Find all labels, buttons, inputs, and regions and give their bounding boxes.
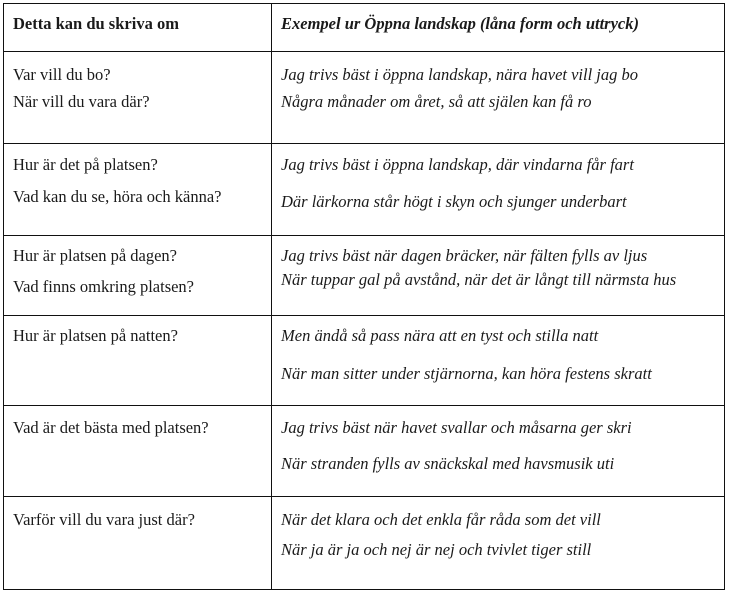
- question-text: När vill du vara där?: [13, 92, 150, 111]
- example-line: När det klara och det enkla får råda som det vill: [281, 510, 601, 529]
- question-text: Hur är platsen på natten?: [13, 326, 178, 345]
- table-row: [4, 144, 724, 236]
- example-cell: [272, 144, 724, 235]
- table-row: [4, 316, 724, 406]
- example-line: När stranden fylls av snäckskal med havsmusik uti: [281, 454, 615, 473]
- question-text: Vad är det bästa med platsen?: [13, 418, 209, 437]
- example-line: Jag trivs bäst i öppna landskap, där vindarna får fart: [281, 155, 634, 174]
- writing-prompts-table: [3, 3, 725, 590]
- example-cell: [272, 316, 724, 405]
- table-row: [4, 406, 724, 497]
- example-line: När ja är ja och nej är nej och tvivlet tiger still: [281, 540, 592, 559]
- question-text: Varför vill du vara just där?: [13, 510, 195, 529]
- header-cell-examples: [272, 4, 724, 51]
- question-cell: [4, 316, 271, 405]
- question-text: Vad kan du se, höra och känna?: [13, 187, 222, 206]
- example-line: Jag trivs bäst när havet svallar och måsarna ger skri: [281, 418, 632, 437]
- header-examples-label: Exempel ur Öppna landskap (låna form och uttryck): [281, 14, 639, 33]
- header-topics-label: Detta kan du skriva om: [13, 14, 179, 33]
- question-cell: [4, 144, 271, 235]
- question-text: Hur är det på platsen?: [13, 155, 158, 174]
- question-text: Vad finns omkring platsen?: [13, 277, 195, 296]
- table-header-row: [4, 4, 724, 52]
- question-cell: [4, 236, 271, 315]
- question-cell: [4, 497, 271, 589]
- example-line: Men ändå så pass nära att en tyst och stilla natt: [281, 326, 599, 345]
- question-cell: [4, 406, 271, 496]
- example-cell: [272, 497, 724, 589]
- example-line: Där lärkorna står högt i skyn och sjunger underbart: [281, 192, 627, 211]
- example-line: Jag trivs bäst när dagen bräcker, när fälten fylls av ljus: [281, 246, 648, 265]
- question-cell: [4, 52, 271, 143]
- table-row: [4, 497, 724, 589]
- question-text: Hur är platsen på dagen?: [13, 246, 178, 265]
- table-row: [4, 52, 724, 144]
- example-cell: [272, 52, 724, 143]
- question-text: Var vill du bo?: [13, 65, 111, 84]
- example-cell: [272, 236, 724, 315]
- example-line: När tuppar gal på avstånd, när det är långt till närmsta hus: [281, 270, 677, 289]
- header-cell-topics: [4, 4, 271, 51]
- example-line: Jag trivs bäst i öppna landskap, nära havet vill jag bo: [281, 65, 639, 84]
- example-line: När man sitter under stjärnorna, kan höra festens skratt: [281, 364, 652, 383]
- table-row: [4, 236, 724, 316]
- example-cell: [272, 406, 724, 496]
- example-line: Några månader om året, så att själen kan få ro: [281, 92, 592, 111]
